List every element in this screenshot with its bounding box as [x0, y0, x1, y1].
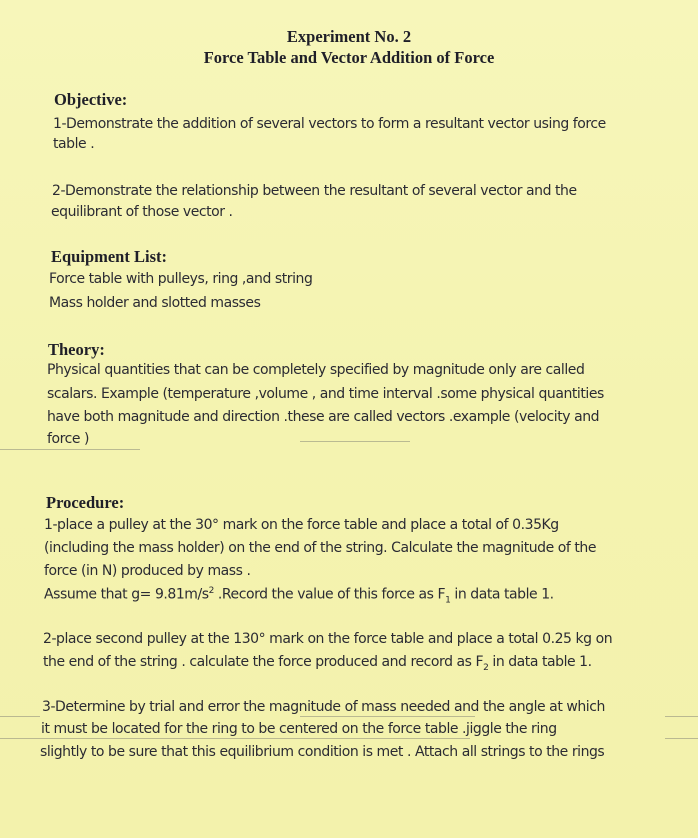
procedure-text: in data table 1.: [488, 654, 592, 670]
procedure-line: slightly to be sure that this equilibrium condition is met . Attach all strings to the rings: [40, 744, 605, 760]
theory-line: Physical quantities that can be completely specified by magnitude only are called: [47, 362, 585, 378]
underline-rule: [0, 716, 40, 717]
procedure-line: 3-Determine by trial and error the magnitude of mass needed and the angle at which: [42, 699, 605, 715]
procedure-text: Assume that g= 9.81m/s: [44, 586, 209, 603]
procedure-line: [44, 586, 554, 605]
procedure-line: it must be located for the ring to be centered on the force table .jiggle the ring: [41, 721, 557, 737]
objective-line: 1-Demonstrate the addition of several vectors to form a resultant vector using force: [53, 116, 606, 132]
procedure-line: 1-place a pulley at the 30° mark on the force table and place a total of 0.35Kg: [44, 517, 559, 533]
subscript: 2: [483, 662, 489, 673]
procedure-line: [43, 654, 592, 673]
procedure-line: 2-place second pulley at the 130° mark on the force table and place a total 0.25 kg on: [43, 631, 613, 647]
procedure-line: force (in N) produced by mass .: [44, 563, 251, 579]
underline-rule: [300, 716, 475, 717]
procedure-line: (including the mass holder) on the end of the string. Calculate the magnitude of the: [44, 540, 597, 556]
procedure-heading: Procedure:: [46, 493, 125, 512]
underline-rule: [300, 441, 410, 442]
document-title: Force Table and Vector Addition of Force: [203, 48, 495, 67]
experiment-number: Experiment No. 2: [286, 27, 412, 46]
theory-line: force ): [47, 431, 90, 447]
underline-rule: [0, 449, 140, 450]
superscript: 2: [208, 586, 214, 596]
subscript: 1: [445, 595, 451, 606]
procedure-text: .Record the value of this force as F: [213, 586, 446, 603]
objective-line: equilibrant of those vector .: [51, 204, 233, 220]
objective-heading: Objective:: [54, 90, 128, 109]
underline-rule: [665, 716, 698, 717]
equipment-heading: Equipment List:: [51, 247, 167, 266]
theory-heading: Theory:: [48, 340, 105, 359]
equipment-item: Mass holder and slotted masses: [49, 295, 261, 311]
procedure-text: in data table 1.: [450, 586, 554, 603]
underline-rule: [0, 738, 470, 739]
objective-line: 2-Demonstrate the relationship between the resultant of several vector and the: [52, 183, 577, 199]
procedure-text: the end of the string . calculate the force produced and record as F: [43, 654, 484, 670]
theory-line: scalars. Example (temperature ,volume , and time interval .some physical quantities: [47, 386, 604, 402]
equipment-item: Force table with pulleys, ring ,and string: [49, 271, 313, 287]
underline-rule: [665, 738, 698, 739]
theory-line: have both magnitude and direction .these are called vectors .example (velocity and: [47, 409, 600, 425]
objective-line: table .: [53, 136, 95, 152]
